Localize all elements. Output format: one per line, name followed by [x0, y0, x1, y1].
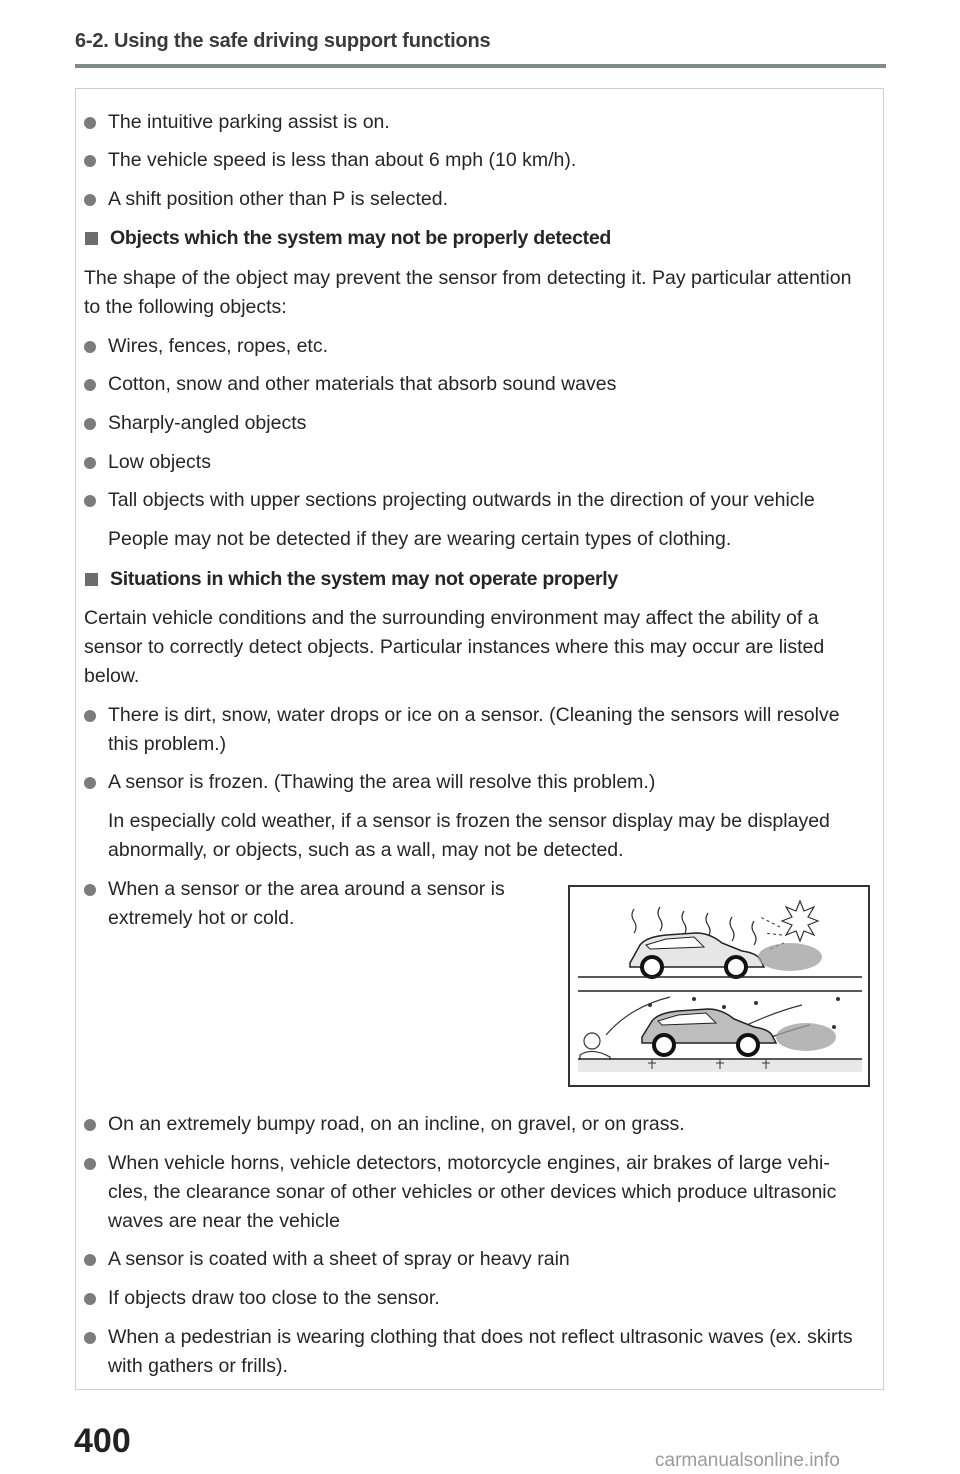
list-item: Wires, fences, ropes, etc. — [108, 335, 328, 357]
paragraph-line: sensor to correctly detect objects. Particular instances where this may occur are listed — [84, 636, 825, 658]
list-item: A sensor is frozen. (Thawing the area will resolve this problem.) — [108, 771, 656, 793]
bullet-marker — [84, 777, 96, 789]
list-item-continued: waves are near the vehicle — [108, 1210, 340, 1232]
list-item: When a pedestrian is wearing clothing that does not reflect ultrasonic waves (ex. skirts — [108, 1326, 853, 1348]
paragraph-line: below. — [84, 665, 140, 687]
bullet-marker — [84, 379, 96, 391]
bullet-marker — [84, 117, 96, 129]
bullet-marker — [84, 1119, 96, 1131]
bullet-marker — [84, 1254, 96, 1266]
bullet-marker — [84, 457, 96, 469]
bullet-marker — [84, 194, 96, 206]
bullet-marker — [84, 341, 96, 353]
list-item: The vehicle speed is less than about 6 mph (10 km/h). — [108, 149, 577, 171]
list-item-continued: this problem.) — [108, 733, 227, 755]
note-text: abnormally, or objects, such as a wall, may not be detected. — [108, 839, 624, 861]
list-item: Cotton, snow and other materials that absorb sound waves — [108, 373, 617, 395]
section-marker — [85, 232, 98, 245]
car-icon — [630, 933, 764, 977]
page-number: 400 — [74, 1422, 131, 1460]
sensor-wave-icon — [758, 943, 822, 971]
sensor-wave-icon — [776, 1023, 836, 1051]
list-item: Tall objects with upper sections projecting outwards in the direction of your vehicle — [108, 489, 815, 511]
paragraph-line: The shape of the object may prevent the sensor from detecting it. Pay particular attention — [84, 267, 852, 289]
section-heading: Situations in which the system may not operate properly — [110, 568, 618, 590]
watermark: carmanualsonline.info — [655, 1450, 840, 1471]
list-item: A sensor is coated with a sheet of spray or heavy rain — [108, 1248, 570, 1270]
list-item: Low objects — [108, 451, 211, 473]
list-item: There is dirt, snow, water drops or ice on a sensor. (Cleaning the sensors will resolve — [108, 704, 840, 726]
bullet-marker — [84, 155, 96, 167]
paragraph-line: Certain vehicle conditions and the surrounding environment may affect the ability of a — [84, 607, 819, 629]
bullet-marker — [84, 1293, 96, 1305]
section-heading: Objects which the system may not be properly detected — [110, 227, 611, 249]
car-icon — [642, 1009, 776, 1055]
sun-icon — [782, 901, 818, 941]
note-text: In especially cold weather, if a sensor is frozen the sensor display may be displayed — [108, 810, 830, 832]
list-item-continued: extremely hot or cold. — [108, 907, 295, 929]
list-item: The intuitive parking assist is on. — [108, 111, 390, 133]
bullet-marker — [84, 1332, 96, 1344]
list-item: A shift position other than P is selected. — [108, 188, 449, 210]
section-marker — [85, 573, 98, 586]
list-item: When a sensor or the area around a sensor is — [108, 878, 505, 900]
bullet-marker — [84, 884, 96, 896]
list-item: When vehicle horns, vehicle detectors, motorcycle engines, air brakes of large vehi- — [108, 1152, 830, 1174]
header-rule — [75, 64, 886, 68]
list-item-continued: with gathers or frills). — [108, 1355, 288, 1377]
bullet-marker — [84, 710, 96, 722]
hot-cold-sensor-illustration — [568, 885, 870, 1087]
list-item: If objects draw too close to the sensor. — [108, 1287, 440, 1309]
header-title: 6-2. Using the safe driving support functions — [75, 30, 491, 52]
bullet-marker — [84, 495, 96, 507]
bullet-marker — [84, 418, 96, 430]
note-text: People may not be detected if they are wearing certain types of clothing. — [108, 528, 732, 550]
list-item: Sharply-angled objects — [108, 412, 307, 434]
bullet-marker — [84, 1158, 96, 1170]
list-item: On an extremely bumpy road, on an incline, on gravel, or on grass. — [108, 1113, 685, 1135]
vehicle-weather-drawing — [570, 887, 868, 1085]
snowman-icon — [580, 1033, 610, 1061]
paragraph-line: to the following objects: — [84, 296, 287, 318]
list-item-continued: cles, the clearance sonar of other vehicles or other devices which produce ultrasonic — [108, 1181, 837, 1203]
